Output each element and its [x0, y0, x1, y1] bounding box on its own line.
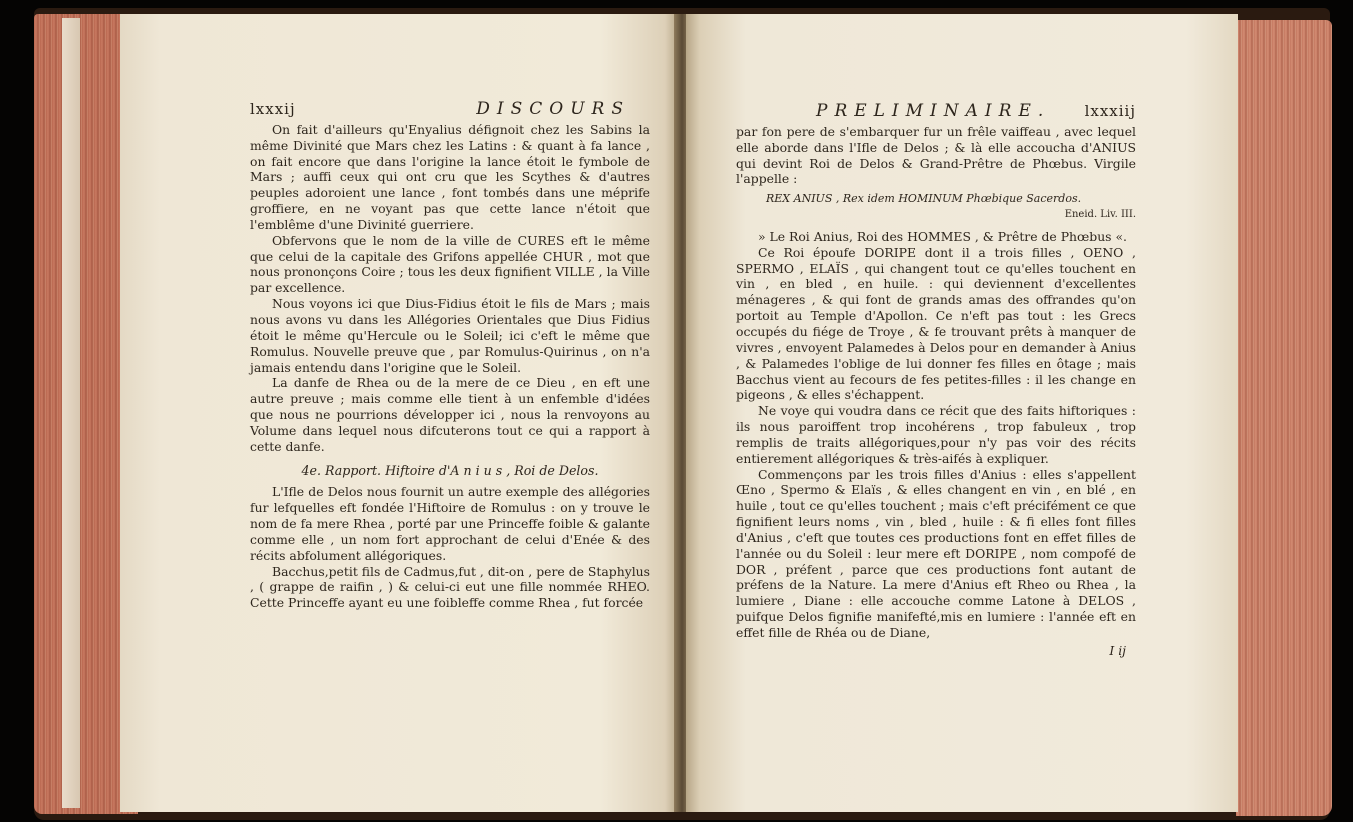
right-running-head: PRELIMINAIRE. [816, 101, 1051, 121]
right-page-number: lxxxiij [1084, 102, 1136, 120]
left-paragraph-6: Bacchus,petit fils de Cadmus,fut , dit-on , pere de Staphylus , ( grappe de raifin , ) & celui-ci eut une fille nommée RHEO. Cette Princeffe ayant eu une foibleffe comme Rhea , fut forcée [250, 563, 650, 611]
right-page-text [736, 101, 1136, 659]
section-heading [250, 463, 650, 479]
left-page-edge-highlight [62, 18, 80, 808]
section-heading-prefix: 4e. Rapport. [301, 462, 382, 478]
left-page-header [250, 99, 650, 119]
right-paragraph-4: Commençons par les trois filles d'Anius : elles s'appellent Œno , Spermo & Elaïs , & elles changent en vin , en blé , en huile , tout ce qu'elles touchent ; mais c'eft précifément ce que fignifient leurs noms , vin , bled , huile : & fi elles font filles d'Anius , c'eft que toutes ces productions font en effet filles de l'année ou du Soleil : leur mere eft DORIPE , nom compofé de DOR , préfent , parce que ces productions font autant de préfens de la Nature. La mere d'Anius eft Rheo ou Rhea , la lumiere , Diane : elle accouche comme Latone à DELOS , puifque Delos fignifie manifefté,mis en lumiere : l'année eft en effet fille de Rhéa ou de Diane, [736, 466, 1136, 640]
right-page [686, 14, 1238, 812]
left-running-head: DISCOURS [476, 99, 630, 119]
section-heading-title: Hiftoire d'A n i u s , Roi de Delos. [385, 462, 599, 478]
left-paragraph-1: On fait d'ailleurs qu'Enyalius défignoit chez les Sabins la même Divinité que Mars chez les Latins : & quant à fa lance , on fait encore que dans l'origine la lance étoit le fymbole de Mars ; auffi ceux qui ont cru que les Scythes & d'autres peuples adoroient une lance , font tombés dans une méprife groffiere, en ne voyant pas que cette lance n'étoit que l'emblême d'une Divinité guerriere. [250, 121, 650, 232]
left-page-number: lxxxij [250, 100, 296, 118]
virgil-quote: REX ANIUS , Rex idem HOMINUM Phœbique Sacerdos. [766, 192, 1082, 206]
left-page-text [250, 99, 650, 611]
right-paragraph-1: par fon pere de s'embarquer fur un frêle vaiffeau , avec lequel elle aborde dans l'Ifle de Delos ; & là elle accoucha d'ANIUS qui devint Roi de Delos & Grand-Prêtre de Phœbus. Virgile l'appelle : [736, 123, 1136, 187]
quote-translation: » Le Roi Anius, Roi des HOMMES , & Prêtre de Phœbus «. [758, 228, 1127, 244]
quote-reference: Eneid. Liv. III. [1064, 209, 1136, 221]
right-page-edges [1236, 20, 1332, 816]
left-page [120, 14, 678, 812]
left-paragraph-4: La danfe de Rhea ou de la mere de ce Dieu , en eft une autre preuve ; mais comme elle tient à un enfemble d'idées que nous ne pourrions développer ici , nous la renvoyons au Volume dans lequel nous difcuterons tout ce qui a rapport à cette danfe. [250, 375, 650, 454]
signature-mark: I ij [1109, 642, 1126, 658]
right-page-header [736, 101, 1136, 121]
right-paragraph-2: Ce Roi époufe DORIPE dont il a trois filles , OENO , SPERMO , ELAÏS , qui changent tout ce qu'elles touchent en vin , en bled , en huile. : qui deviennent d'excellentes ménageres , & qui font de grands amas des offrandes qu'on portoit au Temple d'Apollon. Ce n'eft pas tout : les Grecs occupés du fiége de Troye , & fe trouvant prêts à manquer de vivres , envoyent Palamedes à Delos pour en demander à Anius , & Palamedes l'oblige de lui donner fes filles en ôtage ; mais Bacchus vient au fecours de fes petites-filles : il les change en pigeons , & elles s'échappent. [736, 244, 1136, 403]
right-paragraph-3: Ne voye qui voudra dans ce récit que des faits hiftoriques : ils nous paroiffent trop incohérens , trop fabuleux , trop remplis de traits allégoriques,pour n'y pas voir des récits entierement allégoriques & très-aifés à expliquer. [736, 403, 1136, 466]
left-paragraph-5: L'Ifle de Delos nous fournit un autre exemple des allégories fur lefquelles eft fondée l'Hiftoire de Romulus : on y trouve le nom de fa mere Rhea , porté par une Princeffe foible & galante comme elle , un nom fort approchant de celui d'Enée & des récits abfolument allégoriques. [250, 484, 650, 563]
left-paragraph-3: Nous voyons ici que Dius-Fidius étoit le fils de Mars ; mais nous avons vu dans les Allégories Orientales que Dius Fidius étoit le même qu'Hercule ou le Soleil; ici c'eft le même que Romulus. Nouvelle preuve que , par Romulus-Quirinus , on n'a jamais entendu dans l'origine que le Soleil. [250, 296, 650, 375]
left-paragraph-2: Obfervons que le nom de la ville de CURES eft le même que celui de la capitale des Grifons appellée CHUR , mot que nous prononçons Coire ; tous les deux fignifient VILLE , la Ville par excellence. [250, 232, 650, 296]
